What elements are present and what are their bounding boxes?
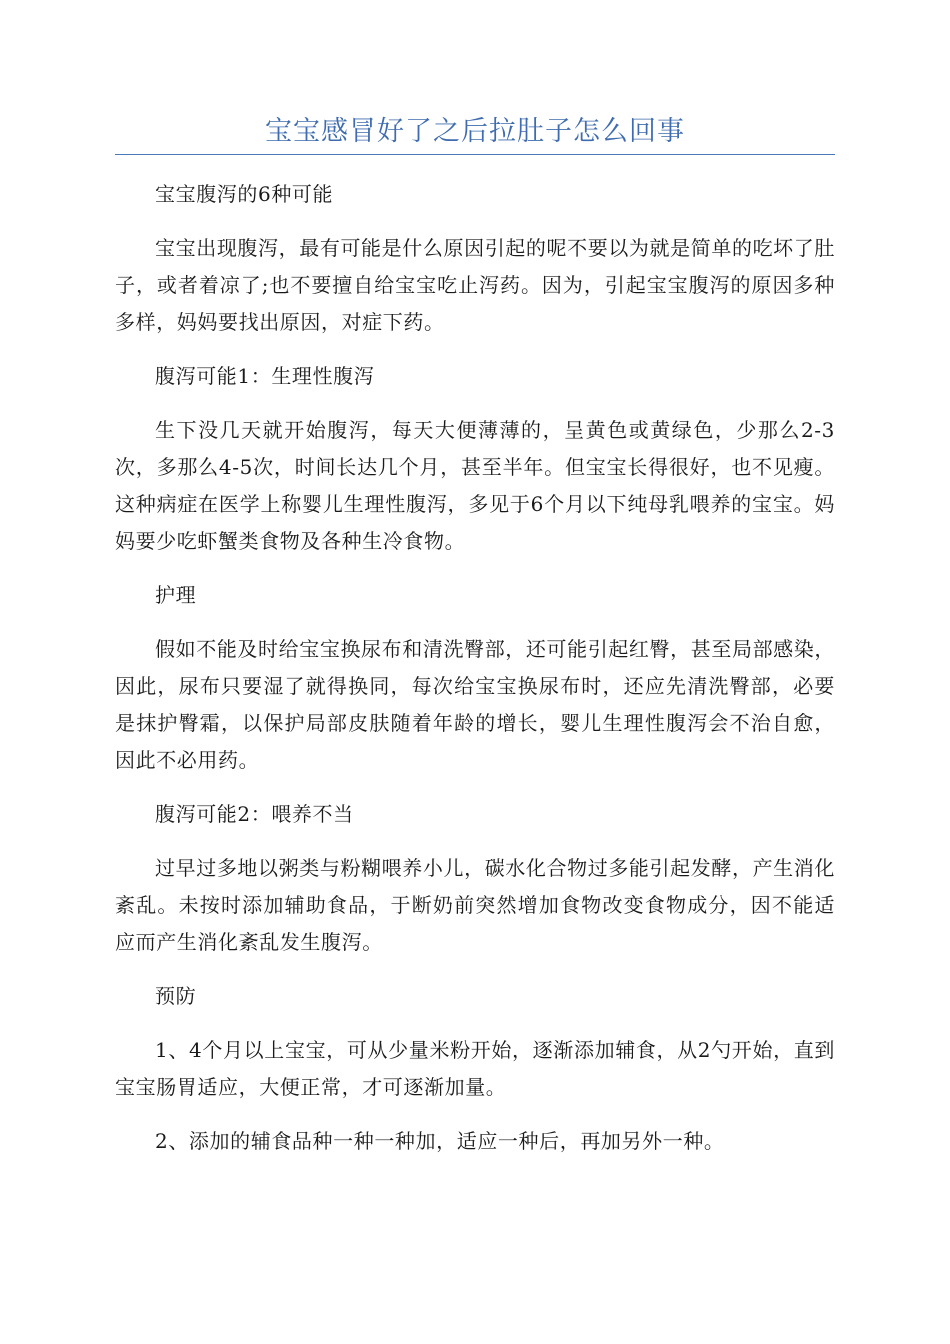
list-item-prevention-1: 1、4个月以上宝宝，可从少量米粉开始，逐渐添加辅食，从2勺开始，直到宝宝肠胃适应，大便正常，才可逐渐加量。 bbox=[115, 1038, 835, 1099]
section-heading-cause-2: 腹泻可能2：喂养不当 bbox=[155, 802, 354, 826]
paragraph-care: 假如不能及时给宝宝换尿布和清洗臀部，还可能引起红臀，甚至局部感染，因此，尿布只要湿了就得换同，每次给宝宝换尿布时，还应先清洗臀部，必要是抹护臀霜，以保护局部皮肤随着年龄的增长，婴儿生理性腹泻会不治自愈，因此不必用药。 bbox=[115, 637, 835, 772]
document-body bbox=[115, 176, 835, 1177]
section-heading-cause-1: 腹泻可能1：生理性腹泻 bbox=[155, 364, 375, 388]
section-heading-prevention: 预防 bbox=[155, 984, 197, 1008]
paragraph-improper-feeding: 过早过多地以粥类与粉糊喂养小儿，碳水化合物过多能引起发酵，产生消化紊乱。未按时添加辅助食品，于断奶前突然增加食物改变食物成分，因不能适应而产生消化紊乱发生腹泻。 bbox=[115, 856, 835, 954]
section-heading-care: 护理 bbox=[155, 583, 197, 607]
document-title: 宝宝感冒好了之后拉肚子怎么回事 bbox=[265, 116, 685, 147]
paragraph-intro: 宝宝出现腹泻，最有可能是什么原因引起的呢不要以为就是简单的吃坏了肚子，或者着凉了;也不要擅自给宝宝吃止泻药。因为，引起宝宝腹泻的原因多种多样，妈妈要找出原因，对症下药。 bbox=[115, 236, 835, 334]
title-underline bbox=[115, 154, 835, 155]
list-item-prevention-2: 2、添加的辅食品种一种一种加，适应一种后，再加另外一种。 bbox=[155, 1129, 725, 1153]
section-heading-six-causes: 宝宝腹泻的6种可能 bbox=[155, 182, 334, 206]
paragraph-physiological-diarrhea: 生下没几天就开始腹泻，每天大便薄薄的，呈黄色或黄绿色，少那么2-3次，多那么4-5次，时间长达几个月，甚至半年。但宝宝长得很好，也不见瘦。这种病症在医学上称婴儿生理性腹泻，多见于6个月以下纯母乳喂养的宝宝。妈妈要少吃虾蟹类食物及各种生冷食物。 bbox=[115, 418, 835, 553]
